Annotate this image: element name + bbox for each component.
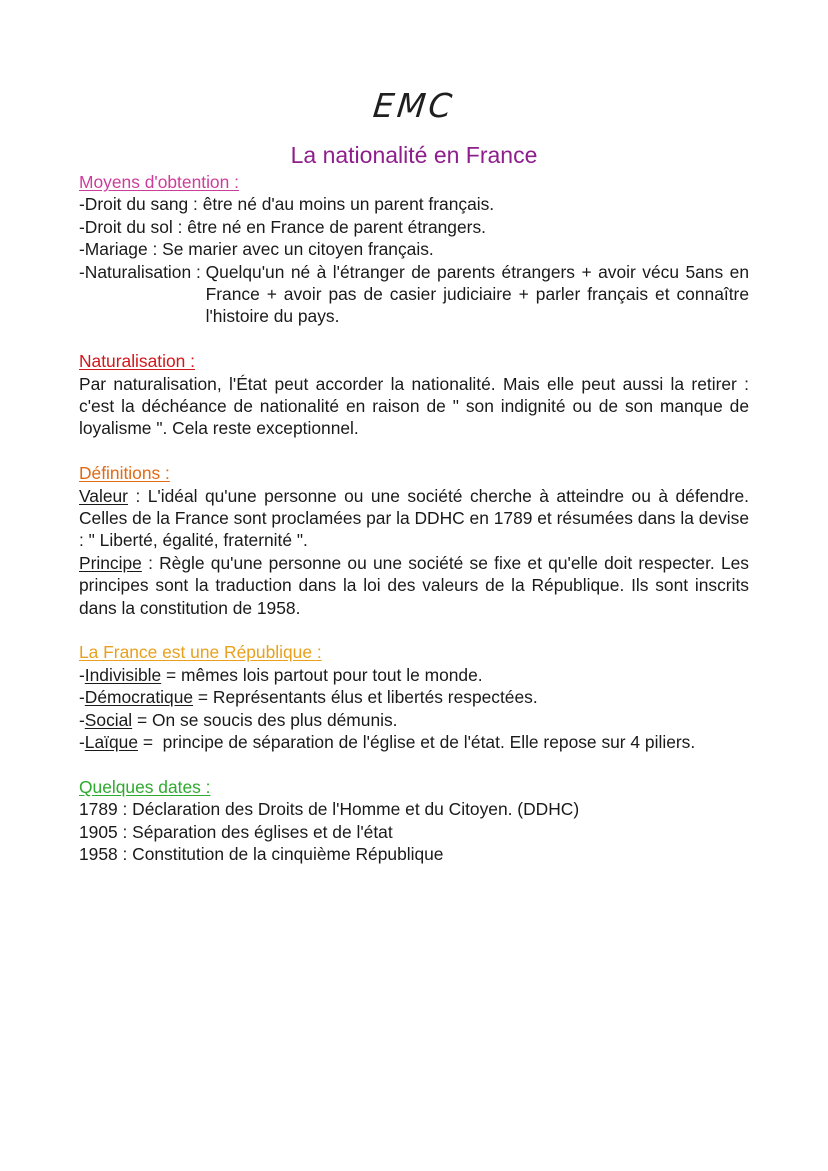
list-item-text: Quelqu'un né à l'étranger de parents étrangers + avoir vécu 5ans en France + avoir pas de casier judiciaire + parler français et connaître l'histoire du pays.	[205, 261, 749, 327]
section-heading-moyens: Moyens d'obtention :	[79, 172, 239, 192]
page-title: EMC	[371, 86, 457, 125]
section-moyens	[79, 171, 749, 328]
document-body	[79, 171, 749, 866]
list-item: -Droit du sang : être né d'au moins un parent français.	[79, 194, 495, 215]
page-subtitle: La nationalité en France	[290, 142, 538, 168]
list-item-text: principe de séparation de l'église et de l'état. Elle repose sur 4 piliers.	[162, 732, 696, 753]
definition-text: : L'idéal qu'une personne ou une société cherche à atteindre ou à défendre. Celles de la France sont proclamées par la DDHC en 1789 et résumées dans la devise : " Liberté, égalité, fraternité ".	[79, 485, 749, 551]
list-item-text: = mêmes lois partout pour tout le monde.	[161, 664, 483, 685]
list-item-lead: -Naturalisation :	[79, 261, 206, 282]
list-item-laique: -Laïque = principe de séparation de l'église et de l'état. Elle repose sur 4 piliers.	[79, 731, 749, 753]
date-item: 1905 : Séparation des églises et de l'état	[79, 821, 393, 842]
paragraph: Par naturalisation, l'État peut accorder la nationalité. Mais elle peut aussi la retirer : c'est la déchéance de nationalité en raison de " son indignité ou de son manque de loyalisme ". Cela reste exceptionnel.	[79, 373, 749, 439]
section-heading-dates: Quelques dates :	[79, 776, 211, 797]
list-item-term: Indivisible	[84, 664, 162, 685]
list-item-term: Laïque	[84, 732, 138, 753]
section-republique	[79, 641, 749, 753]
definition-text: : Règle qu'une personne ou une société se fixe et qu'elle doit respecter. Les principes sont la traduction dans la loi des valeurs de la République. Ils sont inscrits dans la constitution de 1958.	[79, 552, 749, 618]
section-heading-republique: La France est une République :	[79, 642, 322, 663]
section-definitions	[79, 462, 749, 619]
definition-valeur	[79, 485, 749, 552]
list-item-term: Démocratique	[84, 687, 194, 708]
section-heading-definitions: Définitions :	[79, 463, 170, 484]
definition-principe	[79, 552, 749, 619]
list-item: -Indivisible = mêmes lois partout pour tout le monde.	[79, 664, 483, 685]
list-item: -Mariage : Se marier avec un citoyen français.	[79, 239, 434, 260]
list-item: -Droit du sol : être né en France de parent étrangers.	[79, 216, 486, 237]
section-heading-naturalisation: Naturalisation :	[79, 351, 195, 372]
list-item: -Démocratique = Représentants élus et libertés respectées.	[79, 687, 538, 708]
definition-term: Valeur	[79, 485, 128, 506]
list-item-term: Social	[84, 709, 133, 730]
definition-term: Principe	[79, 552, 142, 573]
list-item-naturalisation	[79, 261, 749, 328]
list-item-text: = Représentants élus et libertés respectées.	[193, 687, 538, 708]
list-item: -Social = On se soucis des plus démunis.	[79, 709, 398, 730]
list-item-text: = On se soucis des plus démunis.	[132, 709, 398, 730]
date-item: 1789 : Déclaration des Droits de l'Homme et du Citoyen. (DDHC)	[79, 799, 580, 820]
section-dates	[79, 776, 749, 866]
section-naturalisation	[79, 350, 749, 440]
date-item: 1958 : Constitution de la cinquième République	[79, 844, 444, 865]
